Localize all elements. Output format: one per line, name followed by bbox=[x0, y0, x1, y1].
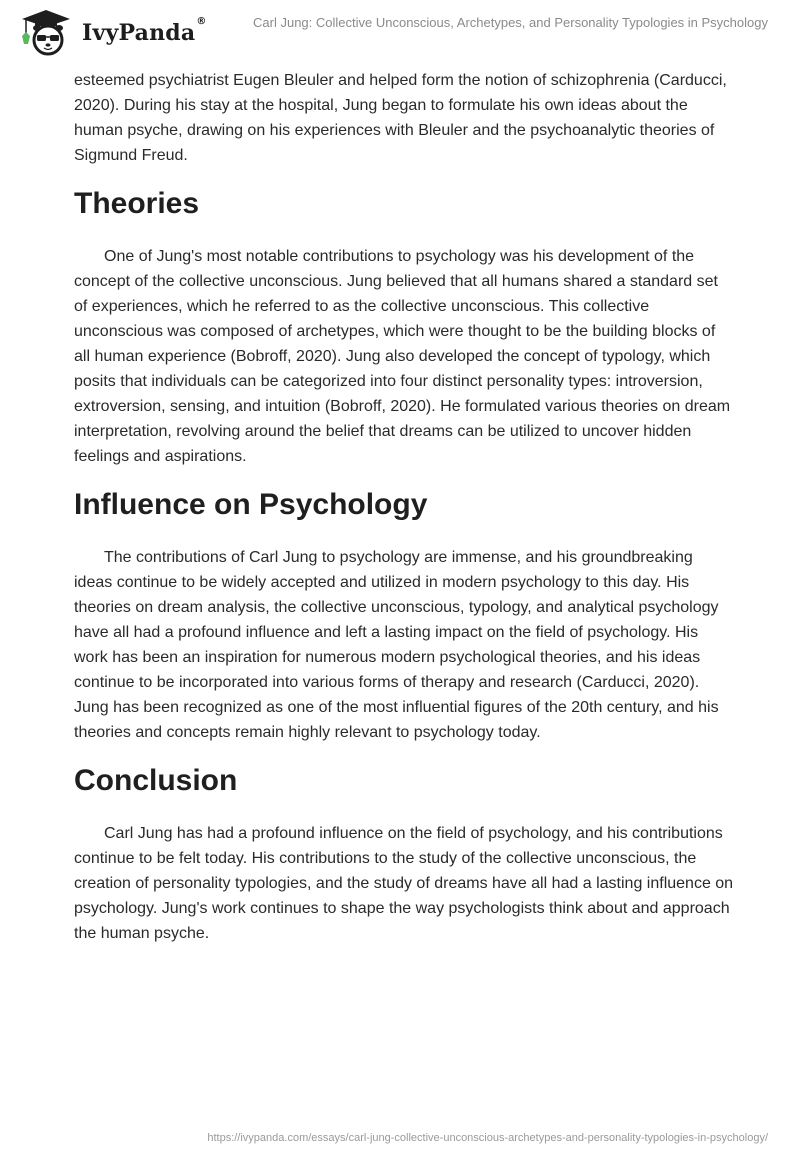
brand-name: IvyPanda® bbox=[82, 16, 207, 46]
document-title: Carl Jung: Collective Unconscious, Archetypes, and Personality Typologies in Psychology bbox=[253, 15, 768, 30]
section-heading-theories: Theories bbox=[74, 187, 200, 220]
ivypanda-logo[interactable] bbox=[18, 6, 207, 56]
section-paragraph-conclusion: Carl Jung has had a profound influence on the field of psychology, and his contributions continue to be felt today. His contributions to the study of the collective unconscious, the creation of personality typologies, and the study of dreams have all had a lasting influence on psychology. Jung's work continues to shape the way psychologists think about and approach the human psyche. bbox=[74, 825, 734, 942]
section-paragraph-theories: One of Jung's most notable contributions to psychology was his development of the concept of the collective unconscious. Jung believed that all humans shared a standard set of experiences, which he referred to as the collective unconscious. This collective unconscious was composed of archetypes, which were thought to be the building blocks of all human experience (Bobroff, 2020). Jung also developed the concept of typology, which posits that individuals can be categorized into four distinct personality types: introversion, extroversion, sensing, and intuition (Bobroff, 2020). He formulated various theories on dream interpretation, revolving around the belief that dreams can be utilized to uncover hidden feelings and aspirations. bbox=[74, 248, 731, 465]
page-header bbox=[0, 0, 800, 60]
panda-graduate-icon bbox=[18, 6, 74, 56]
section-heading-influence: Influence on Psychology bbox=[74, 488, 428, 521]
section-heading-conclusion: Conclusion bbox=[74, 764, 238, 797]
source-url-link[interactable]: https://ivypanda.com/essays/carl-jung-collective-unconscious-archetypes-and-personality-typologies-in-psychology/ bbox=[207, 1132, 768, 1144]
intro-paragraph: esteemed psychiatrist Eugen Bleuler and helped form the notion of schizophrenia (Carducci, 2020). During his stay at the hospital, Jung began to formulate his own ideas about the human psyche, drawing on his experiences with Bleuler and the psychoanalytic theories of Sigmund Freud. bbox=[74, 72, 727, 164]
section-paragraph-influence: The contributions of Carl Jung to psychology are immense, and his groundbreaking ideas continue to be widely accepted and utilized in modern psychology to this day. His theories on dream analysis, the collective unconscious, typology, and analytical psychology have all had a profound influence and left a lasting impact on the field of psychology. His work has been an inspiration for numerous modern psychological theories, and his ideas continue to be incorporated into various forms of therapy and research (Carducci, 2020). Jung has been recognized as one of the most influential figures of the 20th century, and his theories and concepts remain highly relevant to psychology today. bbox=[74, 549, 719, 741]
essay-content bbox=[74, 68, 734, 946]
